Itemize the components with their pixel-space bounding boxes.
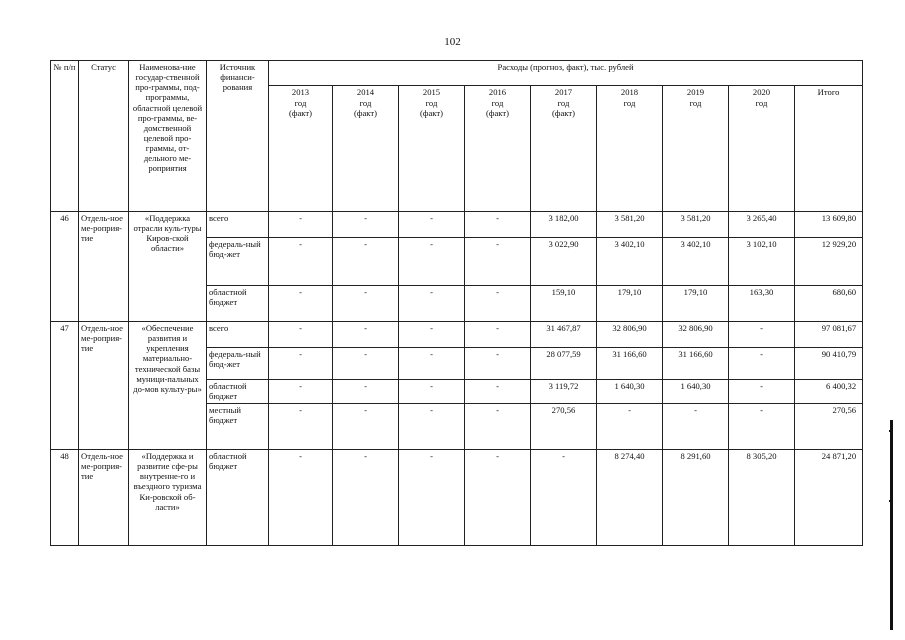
row-funding-source: местный бюджет (207, 404, 269, 450)
expense-cell: 270,56 (531, 404, 597, 450)
page-number: 102 (444, 36, 461, 48)
expense-cell: - (333, 450, 399, 546)
year-header (269, 86, 333, 212)
expense-cell: 32 806,90 (597, 322, 663, 348)
year-unit: год (689, 97, 702, 108)
total-cell: 13 609,80 (795, 212, 863, 238)
expense-cell: - (269, 212, 333, 238)
row-funding-source: областной бюджет (207, 380, 269, 404)
row-status: Отдель-ное ме-роприя-тие (79, 322, 129, 450)
year-value: 2016 (488, 87, 507, 97)
expense-cell: - (333, 348, 399, 380)
expense-cell: - (269, 380, 333, 404)
year-unit: год (623, 97, 636, 108)
year-header (399, 86, 465, 212)
expense-cell: 3 402,10 (597, 238, 663, 286)
year-header (333, 86, 399, 212)
expense-cell: - (465, 212, 531, 238)
row-program-name: «Поддержка отрасли куль-туры Киров-ской области» (129, 212, 207, 322)
expense-cell: - (399, 380, 465, 404)
expense-cell: - (269, 404, 333, 450)
year-unit: год (755, 97, 768, 108)
col-header-name: Наименова-ние государ-ственной про-граммы, под-программы, областной целевой про-граммы, ве-домственной целевой про-граммы, от-дельного ме-роприятия (129, 61, 207, 212)
row-program-name: «Обеспечение развития и укрепления материально-технической базы муници-пальных до-мов культу-ры» (129, 322, 207, 450)
expense-cell: 8 305,20 (729, 450, 795, 546)
expense-cell: 1 640,30 (597, 380, 663, 404)
expense-cell: - (399, 404, 465, 450)
expense-cell: - (465, 348, 531, 380)
row-status: Отдель-ное ме-роприя-тие (79, 212, 129, 322)
expense-cell: 179,10 (663, 286, 729, 322)
year-header (597, 86, 663, 212)
expense-cell: - (663, 404, 729, 450)
expense-cell: 31 166,60 (597, 348, 663, 380)
total-cell: 680,60 (795, 286, 863, 322)
year-note: (факт) (420, 108, 443, 119)
expense-cell: - (269, 238, 333, 286)
total-cell: 12 929,20 (795, 238, 863, 286)
table-row (51, 322, 863, 348)
total-header: Итого (795, 86, 863, 212)
expense-cell: - (729, 404, 795, 450)
year-note: (факт) (552, 108, 575, 119)
table-row (51, 450, 863, 546)
header-row-1 (51, 61, 863, 86)
expenses-table (50, 60, 863, 546)
year-note: (факт) (289, 108, 312, 119)
expense-cell: - (399, 348, 465, 380)
expense-cell: 3 581,20 (663, 212, 729, 238)
expense-cell: - (269, 286, 333, 322)
total-cell: 90 410,79 (795, 348, 863, 380)
year-value: 2019 (686, 87, 705, 97)
year-unit: год (557, 97, 570, 108)
expense-cell: - (269, 348, 333, 380)
expense-cell: - (465, 404, 531, 450)
expense-cell: 32 806,90 (663, 322, 729, 348)
col-header-expenses: Расходы (прогноз, факт), тыс. рублей (269, 61, 863, 86)
year-header (729, 86, 795, 212)
expense-cell: 163,30 (729, 286, 795, 322)
expense-cell: 3 182,00 (531, 212, 597, 238)
expense-cell: - (465, 322, 531, 348)
row-number: 48 (51, 450, 79, 546)
row-funding-source: федераль-ный бюд-жет (207, 238, 269, 286)
expense-cell: - (399, 212, 465, 238)
expense-cell: 3 265,40 (729, 212, 795, 238)
year-unit: год (294, 97, 307, 108)
expense-cell: - (333, 286, 399, 322)
row-number: 47 (51, 322, 79, 450)
row-program-name: «Поддержка и развитие сфе-ры внутренне-го и въездного туризма Ки-ровской об-ласти» (129, 450, 207, 546)
expense-cell: 8 274,40 (597, 450, 663, 546)
year-header (465, 86, 531, 212)
year-note: (факт) (486, 108, 509, 119)
year-value: 2020 (752, 87, 771, 97)
col-header-num: № п/п (51, 61, 79, 212)
expense-cell: 28 077,59 (531, 348, 597, 380)
expense-cell: - (333, 380, 399, 404)
year-note: (факт) (354, 108, 377, 119)
expense-cell: 3 402,10 (663, 238, 729, 286)
expense-cell: - (399, 286, 465, 322)
total-cell: 6 400,32 (795, 380, 863, 404)
table-row (51, 212, 863, 238)
expense-cell: - (465, 450, 531, 546)
expense-cell: - (465, 238, 531, 286)
row-status: Отдель-ное ме-роприя-тие (79, 450, 129, 546)
expense-cell: 3 022,90 (531, 238, 597, 286)
year-header (531, 86, 597, 212)
row-funding-source: областной бюджет (207, 450, 269, 546)
expense-cell: - (465, 380, 531, 404)
year-value: 2014 (356, 87, 375, 97)
year-header (663, 86, 729, 212)
col-header-source: Источник финанси-рования (207, 61, 269, 212)
expense-cell: - (729, 322, 795, 348)
expense-cell: - (333, 212, 399, 238)
row-number: 46 (51, 212, 79, 322)
expense-cell: 3 102,10 (729, 238, 795, 286)
total-cell: 97 081,67 (795, 322, 863, 348)
year-value: 2018 (620, 87, 639, 97)
col-header-status: Статус (79, 61, 129, 212)
row-funding-source: областной бюджет (207, 286, 269, 322)
year-unit: год (491, 97, 504, 108)
margin-tick (889, 500, 893, 502)
expense-cell: - (465, 286, 531, 322)
expense-cell: - (269, 450, 333, 546)
expense-cell: - (399, 238, 465, 286)
expense-cell: 179,10 (597, 286, 663, 322)
year-unit: год (425, 97, 438, 108)
expense-cell: - (729, 348, 795, 380)
expense-cell: - (333, 238, 399, 286)
total-cell: 24 871,20 (795, 450, 863, 546)
expense-cell: - (333, 322, 399, 348)
row-funding-source: всего (207, 212, 269, 238)
expense-cell: 3 119,72 (531, 380, 597, 404)
expense-cell: - (399, 450, 465, 546)
margin-bar (890, 420, 893, 630)
total-cell: 270,56 (795, 404, 863, 450)
row-funding-source: федераль-ный бюд-жет (207, 348, 269, 380)
table-body (51, 212, 863, 546)
expense-cell: 31 166,60 (663, 348, 729, 380)
expense-cell: - (399, 322, 465, 348)
row-funding-source: всего (207, 322, 269, 348)
expense-cell: 3 581,20 (597, 212, 663, 238)
year-unit: год (359, 97, 372, 108)
year-value: 2013 (291, 87, 310, 97)
year-value: 2015 (422, 87, 441, 97)
expense-cell: - (597, 404, 663, 450)
expense-cell: - (531, 450, 597, 546)
expense-cell: 8 291,60 (663, 450, 729, 546)
expense-cell: - (333, 404, 399, 450)
expense-cell: - (729, 380, 795, 404)
margin-tick (889, 430, 893, 432)
expense-cell: 1 640,30 (663, 380, 729, 404)
expense-cell: 159,10 (531, 286, 597, 322)
year-value: 2017 (554, 87, 573, 97)
expense-cell: 31 467,87 (531, 322, 597, 348)
expense-cell: - (269, 322, 333, 348)
